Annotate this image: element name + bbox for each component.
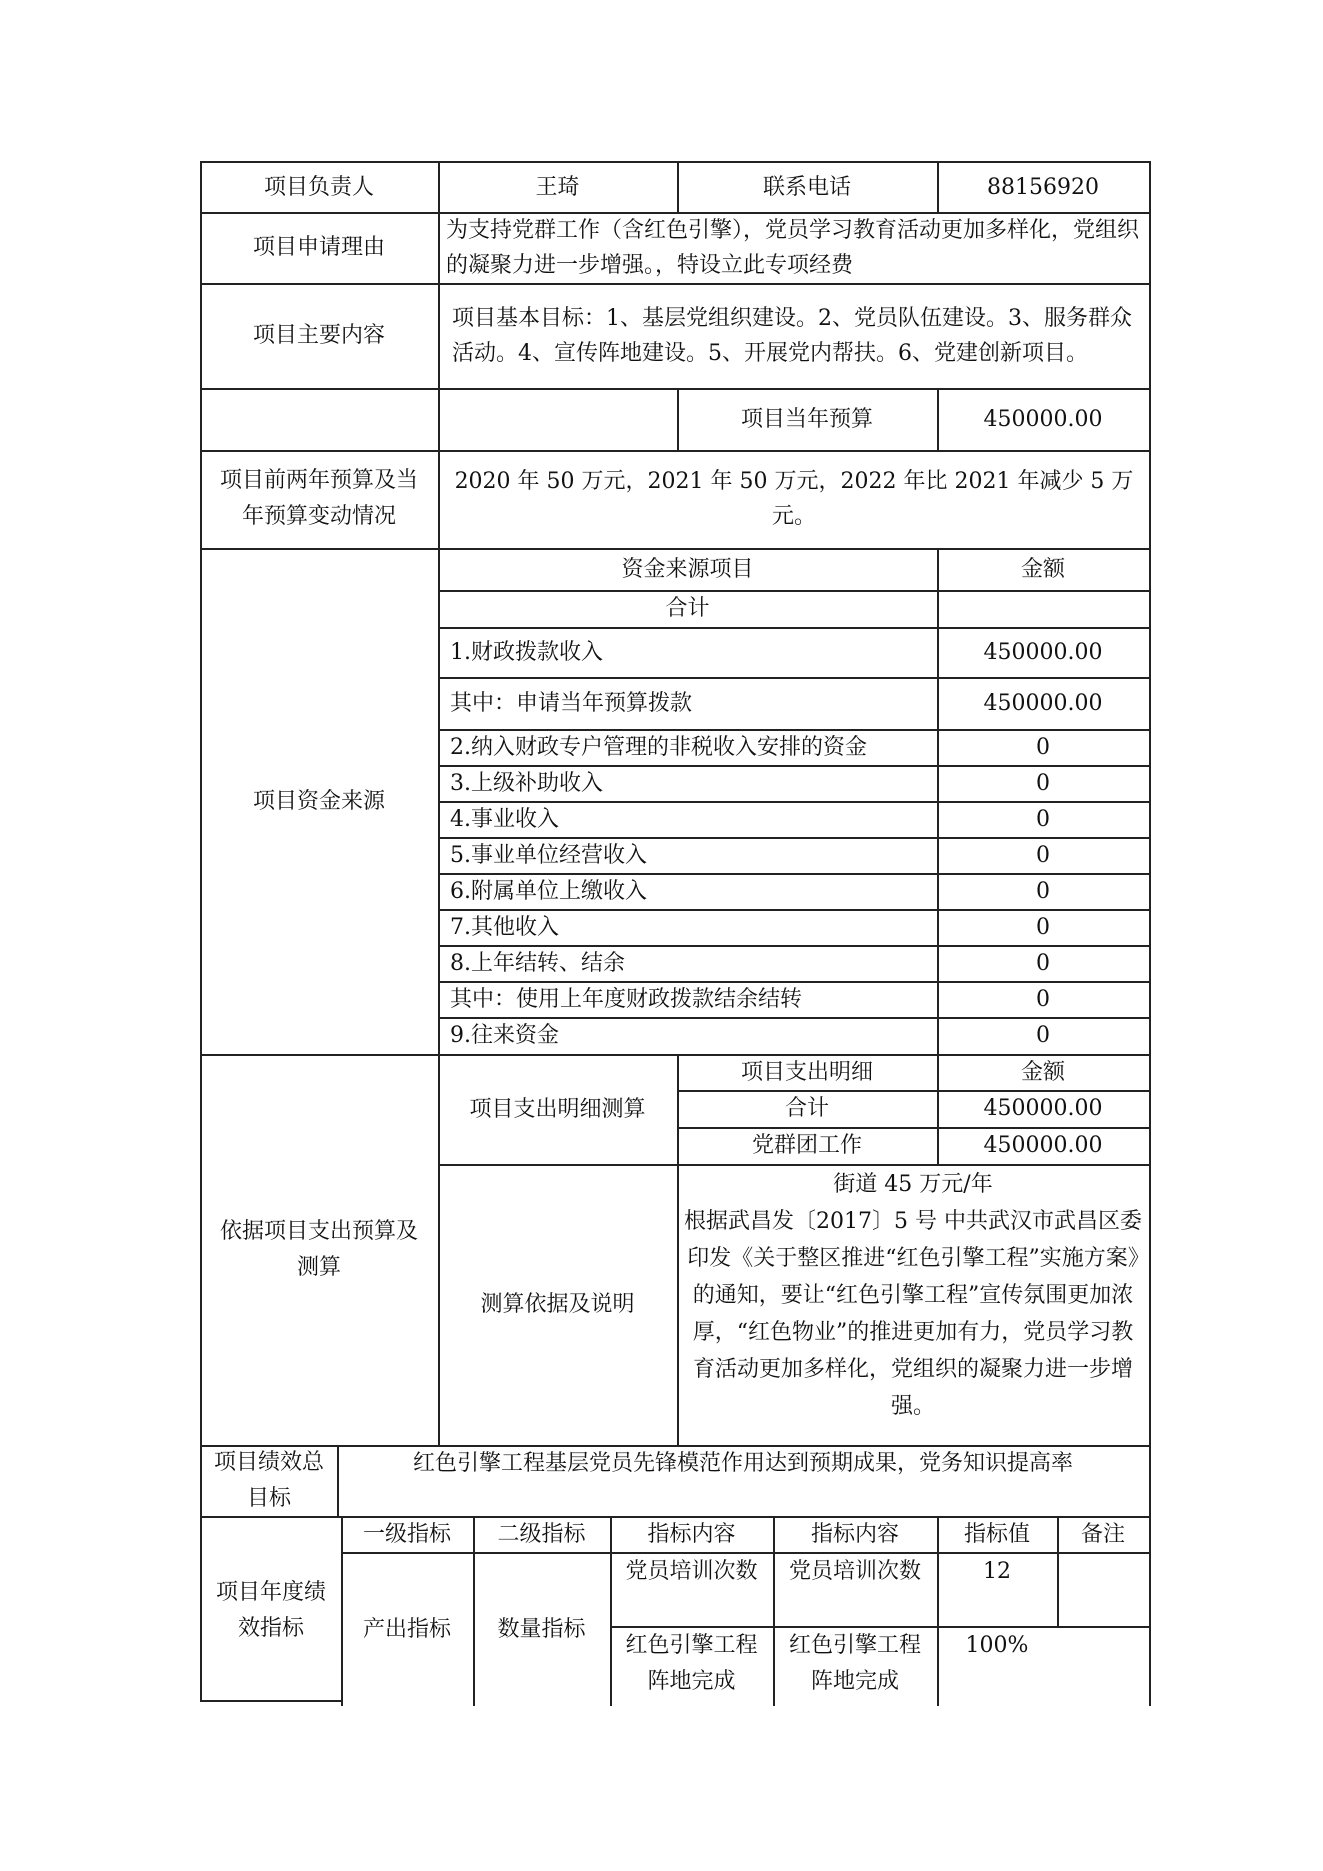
table-row: 9.往来资金 bbox=[450, 1023, 559, 1048]
table-cell: 0 bbox=[1036, 878, 1050, 904]
goal-text: 红色引擎工程基层党员先锋模范作用达到预期成果，党务知识提高率 bbox=[412, 1450, 1073, 1476]
perf-header-content-a: 指标内容 bbox=[647, 1521, 736, 1547]
table-row: 2.纳入财政专户管理的非税收入安排的资金 bbox=[450, 734, 867, 760]
table-cell: 0 bbox=[1036, 842, 1050, 868]
phone-value: 88156920 bbox=[987, 174, 1099, 200]
history-text: 2020 年 50 万元，2021 年 50 万元，2022 年比 2021 年减少 5 万元。 bbox=[454, 469, 1134, 529]
history-label: 项目前两年预算及当年预算变动情况 bbox=[219, 468, 418, 529]
table-cell: 0 bbox=[1036, 986, 1050, 1012]
table-cell: 红色引擎工程阵地完成 bbox=[625, 1633, 758, 1694]
funding-header-amount: 金额 bbox=[1020, 556, 1065, 582]
funding-total-label: 合计 bbox=[665, 596, 710, 621]
table-row: 其中：使用上年度财政拨款结余结转 bbox=[450, 986, 803, 1012]
perf-header-level1: 一级指标 bbox=[362, 1521, 451, 1547]
table-cell: 0 bbox=[1036, 1023, 1050, 1048]
reason-label: 项目申请理由 bbox=[252, 235, 385, 260]
table-row: 8.上年结转、结余 bbox=[450, 950, 625, 976]
perf-header-value: 指标值 bbox=[963, 1521, 1030, 1547]
table-cell: 0 bbox=[1036, 734, 1050, 760]
table-row: 3.上级补助收入 bbox=[450, 770, 603, 796]
table-row: 1.财政拨款收入 bbox=[450, 639, 603, 665]
perf-level2: 数量指标 bbox=[497, 1616, 586, 1642]
table-cell: 12 bbox=[983, 1559, 1011, 1584]
expense-item-amount: 450000.00 bbox=[983, 1133, 1103, 1158]
table-row: 4.事业收入 bbox=[450, 806, 559, 832]
table-cell: 100% bbox=[965, 1633, 1029, 1658]
table-row: 7.其他收入 bbox=[450, 914, 559, 940]
funding-header-item: 资金来源项目 bbox=[621, 556, 754, 582]
perf-header-content-b: 指标内容 bbox=[810, 1521, 899, 1547]
table-cell: 450000.00 bbox=[983, 690, 1103, 716]
table-row: 其中：申请当年预算拨款 bbox=[450, 690, 693, 716]
expense-col-detail: 项目支出明细 bbox=[740, 1059, 873, 1085]
content-label: 项目主要内容 bbox=[252, 323, 385, 348]
table-cell: 党员培训次数 bbox=[625, 1559, 758, 1584]
table-cell: 0 bbox=[1036, 770, 1050, 796]
perf-header-level2: 二级指标 bbox=[497, 1521, 586, 1547]
table-cell: 红色引擎工程阵地完成 bbox=[788, 1633, 921, 1694]
table-cell: 0 bbox=[1036, 806, 1050, 832]
leader-value: 王琦 bbox=[535, 174, 580, 200]
expense-label: 依据项目支出预算及测算 bbox=[219, 1218, 418, 1280]
perf-header-note: 备注 bbox=[1080, 1521, 1125, 1547]
expense-total-label: 合计 bbox=[784, 1096, 829, 1121]
table-row: 6.附属单位上缴收入 bbox=[450, 878, 647, 904]
perf-level1: 产出指标 bbox=[362, 1616, 451, 1642]
leader-label: 项目负责人 bbox=[263, 174, 374, 200]
table-cell: 450000.00 bbox=[983, 639, 1103, 665]
expense-total-amount: 450000.00 bbox=[983, 1096, 1103, 1121]
reason-text: 为支持党群工作（含红色引擎），党员学习教育活动更加多样化，党组织的凝聚力进一步增强。，特设立此专项经费 bbox=[446, 217, 1140, 278]
content-text: 项目基本目标：1、基层党组织建设。2、党员队伍建设。3、服务群众活动。4、宣传阵地建设。5、开展党内帮扶。6、党建创新项目。 bbox=[452, 305, 1132, 366]
phone-label: 联系电话 bbox=[762, 174, 851, 200]
basis-text: 街道 45 万元/年 根据武昌发〔2017〕5 号 中共武汉市武昌区委印发《关于整区推进“红色引擎工程”实施方案》的通知，要让“红色引擎工程”宣传氛围更加浓厚，“红色物业”的推进更加有力，党员学习教育活动更加多样化，党组织的凝聚力进一步增强。 bbox=[684, 1172, 1142, 1419]
expense-col-amount: 金额 bbox=[1020, 1059, 1065, 1085]
basis-label: 测算依据及说明 bbox=[480, 1292, 635, 1317]
table-cell: 0 bbox=[1036, 950, 1050, 976]
table-row: 5.事业单位经营收入 bbox=[450, 842, 647, 868]
funding-label: 项目资金来源 bbox=[252, 788, 385, 814]
goal-label: 项目绩效总目标 bbox=[213, 1449, 324, 1511]
expense-item-label: 党群团工作 bbox=[751, 1133, 862, 1158]
budget-value: 450000.00 bbox=[983, 406, 1103, 432]
budget-label: 项目当年预算 bbox=[740, 406, 873, 432]
table-cell: 党员培训次数 bbox=[788, 1559, 921, 1584]
annual-label: 项目年度绩效指标 bbox=[215, 1580, 326, 1641]
expense-detail-label: 项目支出明细测算 bbox=[469, 1096, 646, 1122]
table-border-right bbox=[1149, 161, 1151, 1706]
table-cell: 0 bbox=[1036, 914, 1050, 940]
